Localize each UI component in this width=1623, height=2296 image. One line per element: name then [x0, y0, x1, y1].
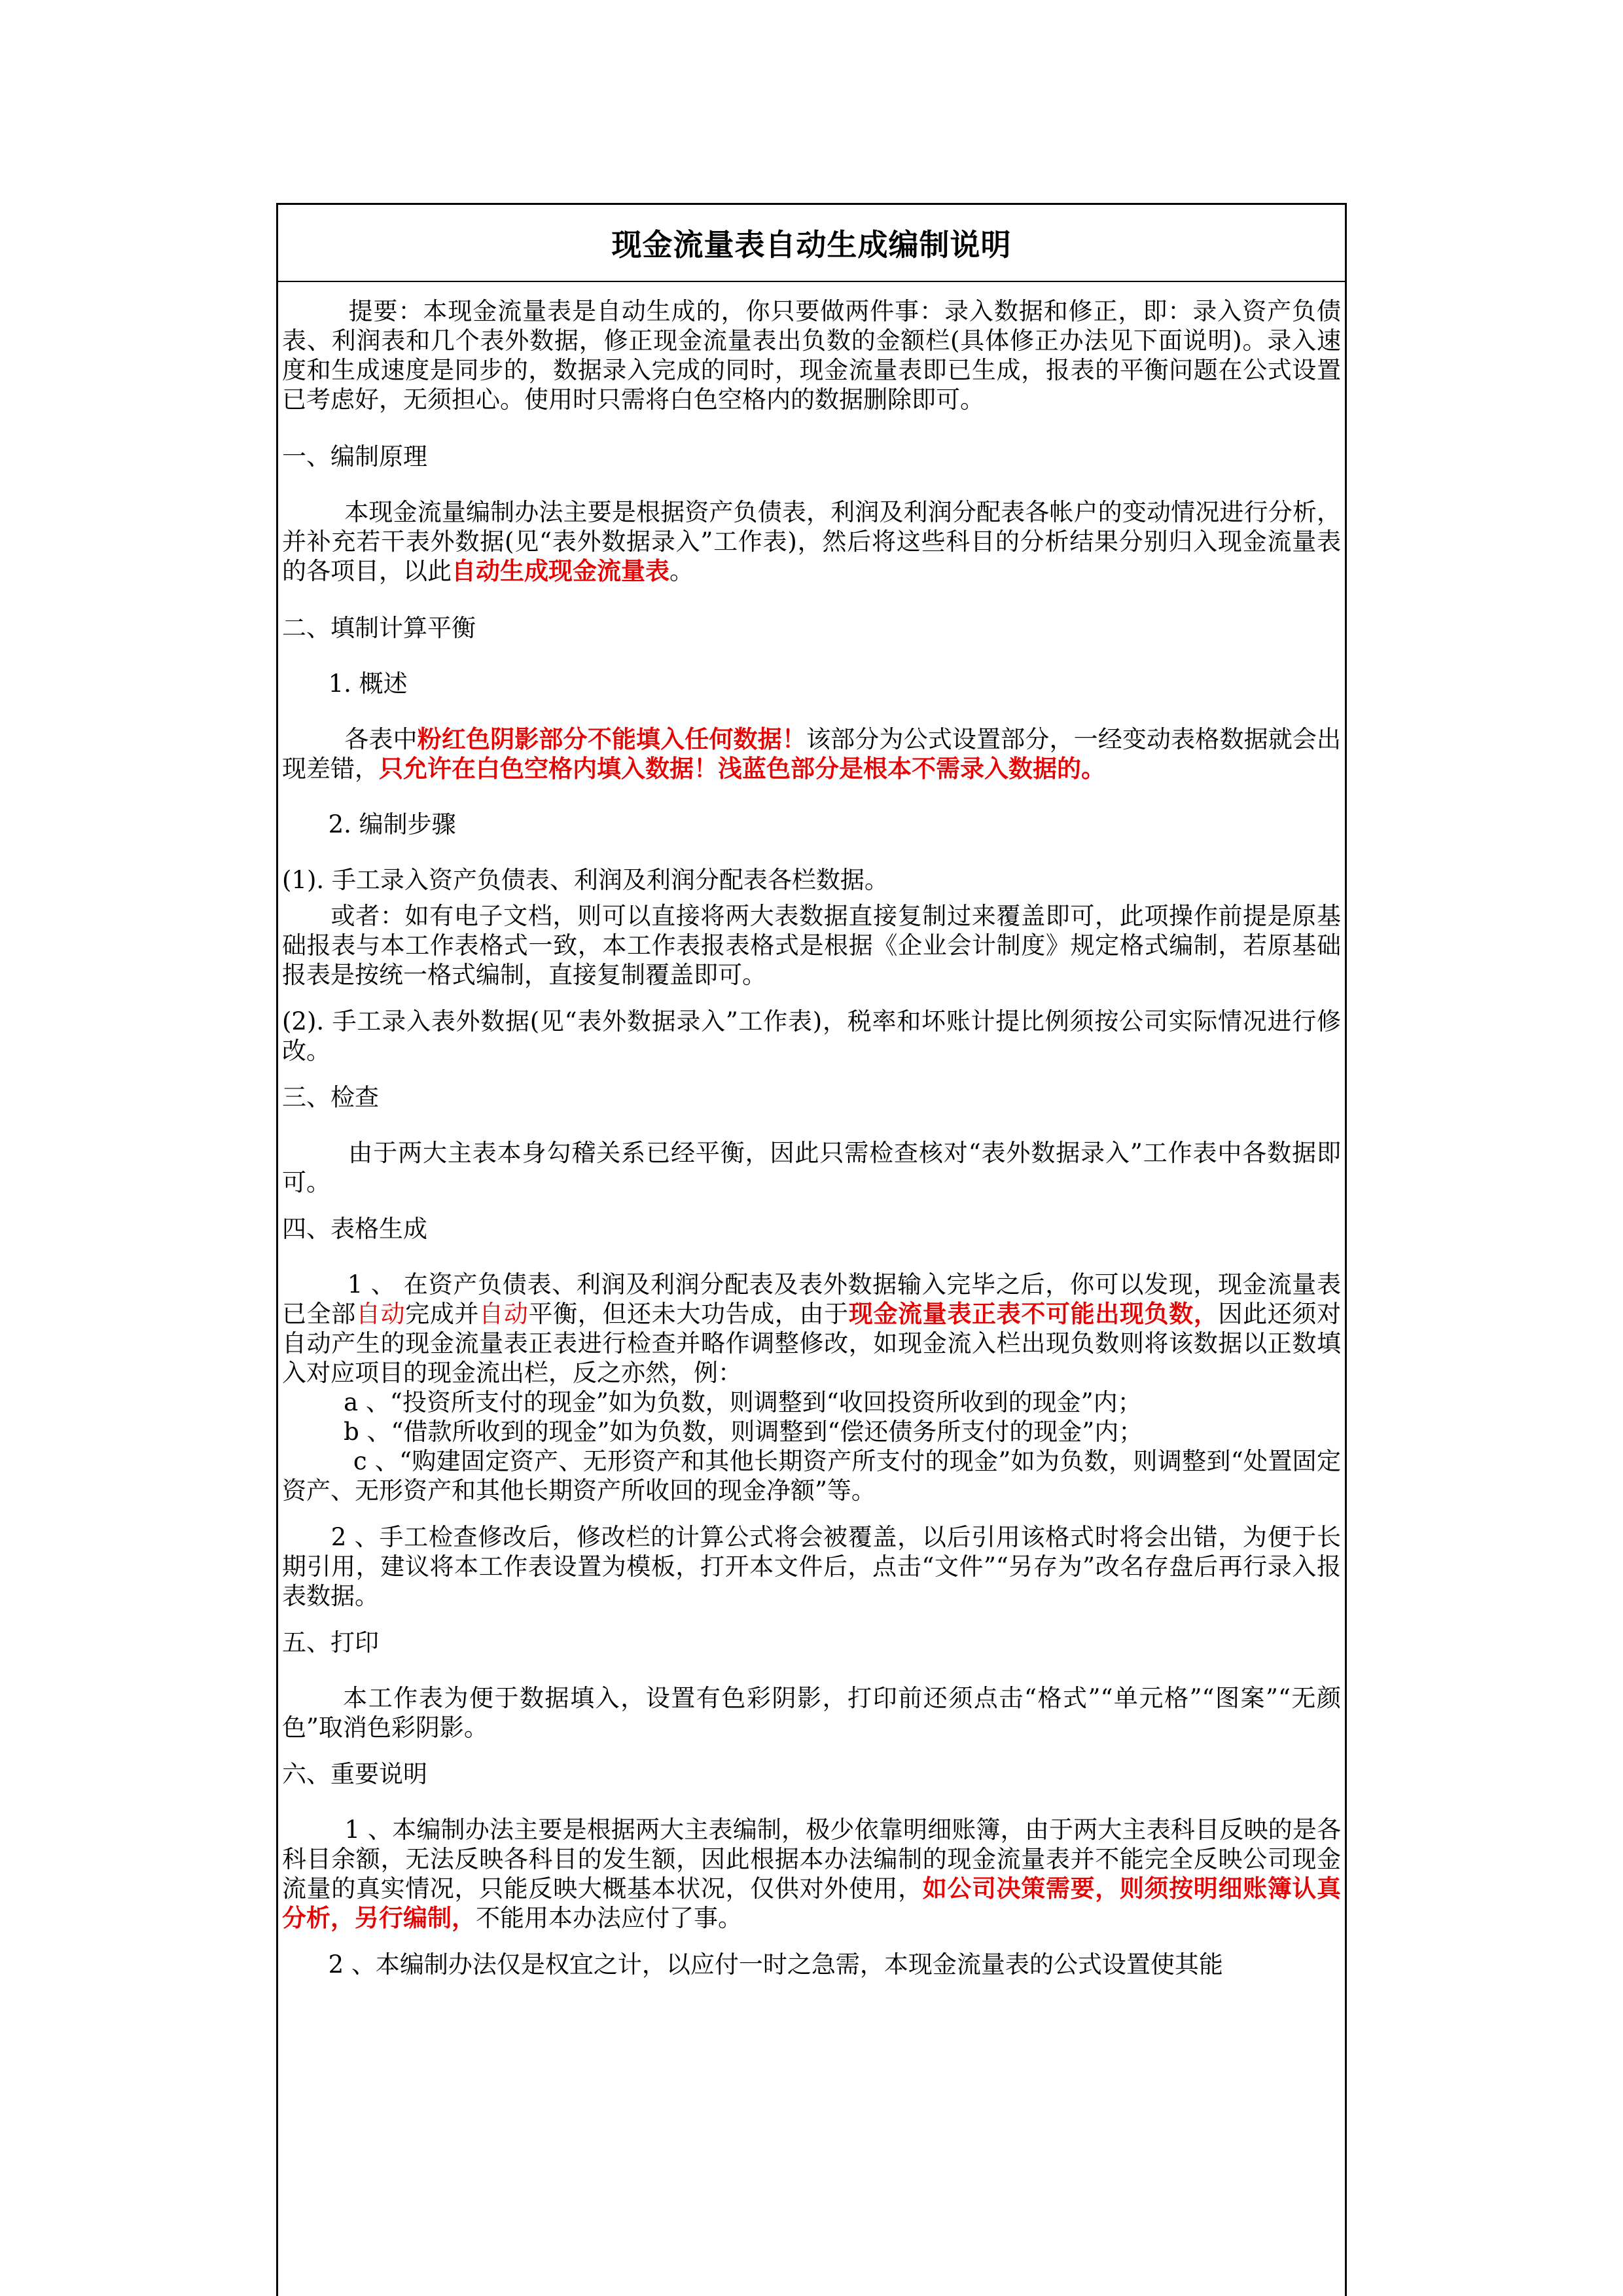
section-5-heading: 五、打印 [282, 1628, 379, 1657]
document-title: 现金流量表自动生成编制说明 [278, 205, 1345, 282]
section-4-paragraph-1 [282, 1270, 1341, 1388]
section-4-heading: 四、表格生成 [282, 1215, 427, 1243]
example-item-c: c 、“购建固定资产、无形资产和其他长期资产所支付的现金”如为负数，则调整到“处置固定资产、无形资产和其他长期资产所收回的现金净额”等。 [282, 1447, 1341, 1505]
section-4-text-c: 平衡，但还未大功告成，由于 [528, 1300, 849, 1328]
overview-paragraph [282, 725, 1341, 783]
section-4-text-b: 完成并 [405, 1300, 480, 1328]
example-item-b: b 、“借款所收到的现金”如为负数，则调整到“偿还债务所支付的现金”内； [282, 1418, 1143, 1446]
section-4-auto-2: 自动 [479, 1300, 529, 1328]
section-6-text-b: 不能用本办法应付了事。 [476, 1904, 742, 1932]
section-4-text-a: 1 、 在资产负债表、利润及利润分配表及表外数据输入完毕之后，你可以发现，现金流量表已全部 [282, 1270, 1341, 1328]
section-5-paragraph: 本工作表为便于数据填入，设置有色彩阴影，打印前还须点击“格式”“单元格”“图案”“无颜色”取消色彩阴影。 [282, 1684, 1341, 1742]
section-6-paragraph-1 [282, 1815, 1341, 1933]
section-4-paragraph-2: 2 、手工检查修改后，修改栏的计算公式将会被覆盖，以后引用该格式时将会出错，为便于长期引用，建议将本工作表设置为模板，打开本文件后，点击“文件”“另存为”改名存盘后再行录入报表数据。 [282, 1523, 1341, 1610]
section-2-sub-overview: 1. 概述 [282, 670, 408, 698]
section-6-paragraph-2: 2 、本编制办法仅是权宜之计，以应付一时之急需，本现金流量表的公式设置使其能 [282, 1950, 1223, 1979]
section-2-sub-steps: 2. 编制步骤 [282, 810, 456, 838]
section-2-heading: 二、填制计算平衡 [282, 614, 476, 642]
document-body [278, 282, 1345, 1979]
overview-text-mid: 该部分为公式设置部分，一经变动表格数据就会出现差错， [282, 725, 1342, 783]
summary-paragraph: 提要：本现金流量表是自动生成的，你只要做两件事：录入数据和修正，即：录入资产负债表、利润表和几个表外数据，修正现金流量表出负数的金额栏(具体修正办法见下面说明)。录入速度和生成速度是同步的，数据录入完成的同时，现金流量表即已生成，报表的平衡问题在公式设置已考虑好，无须担心。使用时只需将白色空格内的数据删除即可。 [282, 297, 1342, 414]
section-6-heading: 六、重要说明 [282, 1760, 427, 1788]
section-4-warning: 现金流量表正表不可能出现负数， [848, 1300, 1219, 1328]
section-6-text-a: 1 、本编制办法主要是根据两大主表编制，极少依靠明细账簿，由于两大主表科目反映的是各科目余额，无法反映各科目的发生额，因此根据本办法编制的现金流量表并不能完全反映公司现金流量的真实情况，只能反映大概基本状况，仅供对外使用， [282, 1816, 1341, 1903]
overview-text: 各表中 [282, 725, 418, 753]
section-3-paragraph: 由于两大主表本身勾稽关系已经平衡，因此只需检查核对“表外数据录入”工作表中各数据即可。 [282, 1139, 1341, 1196]
step-1-text: (1). 手工录入资产负债表、利润及利润分配表各栏数据。 [282, 866, 889, 894]
step-1-alternative: 或者：如有电子文档，则可以直接将两大表数据直接复制过来覆盖即可，此项操作前提是原基础报表与本工作表格式一致，本工作表报表格式是根据《企业会计制度》规定格式编制，若原基础报表是按统一格式编制，直接复制覆盖即可。 [282, 902, 1341, 989]
section-4-text-d: 因此还须对自动产生的现金流量表正表进行检查并略作调整修改，如现金流入栏出现负数则将该数据以正数填入对应项目的现金流出栏，反之亦然，例： [282, 1300, 1342, 1387]
example-item-a: a 、“投资所支付的现金”如为负数，则调整到“收回投资所收到的现金”内； [282, 1388, 1142, 1416]
section-6-warning: 如公司决策需要，则须按明细账簿认真分析，另行编制， [282, 1874, 1342, 1932]
section-1-text: 本现金流量编制办法主要是根据资产负债表，利润及利润分配表各帐户的变动情况进行分析，并补充若干表外数据(见“表外数据录入”工作表)，然后将这些科目的分析结果分别归入现金流量表的各项目，以此 [282, 498, 1342, 585]
section-1-paragraph [282, 497, 1341, 586]
section-4-auto-1: 自动 [355, 1300, 406, 1328]
section-1-text-end: 。 [669, 557, 694, 585]
section-1-heading: 一、编制原理 [282, 442, 427, 471]
overview-warning-white: 只允许在白色空格内填入数据！浅蓝色部分是根本不需录入数据的。 [379, 755, 1105, 783]
section-1-highlight: 自动生成现金流量表 [452, 557, 669, 585]
overview-warning-pink: 粉红色阴影部分不能填入任何数据！ [417, 725, 806, 753]
step-2-text: (2). 手工录入表外数据(见“表外数据录入”工作表)，税率和坏账计提比例须按公司实际情况进行修改。 [282, 1007, 1341, 1065]
document-frame [276, 203, 1347, 2296]
section-3-heading: 三、检查 [282, 1083, 379, 1111]
